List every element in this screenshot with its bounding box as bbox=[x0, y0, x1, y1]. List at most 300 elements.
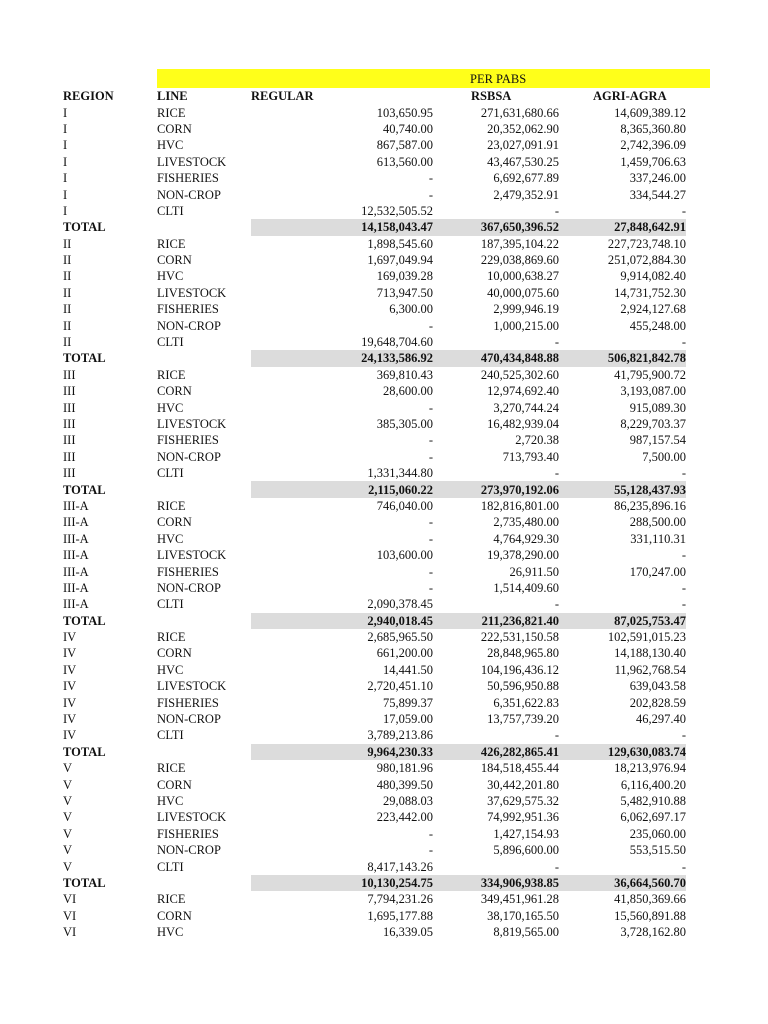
region-cell: III-A bbox=[63, 548, 89, 563]
line-cell: RICE bbox=[157, 367, 186, 382]
table-row bbox=[63, 531, 686, 547]
table-row bbox=[63, 596, 686, 612]
table-row bbox=[63, 317, 686, 333]
line-cell: HVC bbox=[157, 531, 184, 546]
line-cell bbox=[157, 350, 251, 366]
regular-value: 2,720,451.10 bbox=[367, 679, 433, 694]
region-cell: V bbox=[63, 810, 73, 825]
regular-value: 14,158,043.47 bbox=[251, 219, 433, 235]
table-row bbox=[63, 760, 686, 776]
table-row bbox=[63, 399, 686, 415]
table-row bbox=[63, 334, 686, 350]
line-cell: HVC bbox=[157, 269, 184, 284]
rsbsa-value: 187,395,104.22 bbox=[480, 236, 559, 251]
agri-agra-value: 251,072,884.30 bbox=[607, 253, 686, 268]
region-cell: I bbox=[63, 171, 68, 186]
line-cell: HVC bbox=[157, 925, 184, 940]
rsbsa-value: 10,000,638.27 bbox=[487, 269, 559, 284]
rsbsa-value: 8,819,565.00 bbox=[493, 925, 559, 940]
agri-agra-value: 3,728,162.80 bbox=[620, 925, 686, 940]
line-cell: FISHERIES bbox=[157, 302, 219, 317]
table-row bbox=[63, 498, 686, 514]
regular-value: - bbox=[428, 400, 433, 415]
table-row bbox=[63, 236, 686, 252]
regular-value: 7,794,231.26 bbox=[367, 892, 433, 907]
line-cell: FISHERIES bbox=[157, 826, 219, 841]
line-cell: CLTI bbox=[157, 466, 184, 481]
regular-value: 385,305.00 bbox=[376, 417, 433, 431]
regular-value: 24,133,586.92 bbox=[251, 350, 433, 366]
region-cell: IV bbox=[63, 662, 77, 677]
region-cell: III-A bbox=[63, 498, 89, 513]
regular-value: - bbox=[428, 318, 433, 333]
agri-agra-value: - bbox=[681, 580, 686, 595]
region-cell: V bbox=[63, 793, 73, 808]
agri-agra-value: 7,500.00 bbox=[642, 449, 686, 464]
region-cell: I bbox=[63, 105, 68, 120]
agri-agra-value: - bbox=[681, 335, 686, 350]
region-cell: V bbox=[63, 777, 73, 792]
agri-agra-value: 9,914,082.40 bbox=[620, 269, 686, 284]
line-cell: CLTI bbox=[157, 859, 184, 874]
line-cell: FISHERIES bbox=[157, 695, 219, 710]
table-row bbox=[63, 432, 686, 448]
line-cell: RICE bbox=[157, 630, 186, 645]
regular-value: 17,059.00 bbox=[383, 712, 433, 727]
agri-agra-value: 227,723,748.10 bbox=[607, 236, 686, 251]
table-row bbox=[63, 252, 686, 268]
regular-value: 10,130,254.75 bbox=[251, 875, 433, 891]
agri-agra-value: 337,246.00 bbox=[629, 171, 686, 186]
line-cell bbox=[157, 744, 251, 760]
rsbsa-value: 40,000,075.60 bbox=[487, 285, 559, 300]
table-row bbox=[63, 842, 686, 858]
table-row bbox=[63, 580, 686, 596]
region-cell: IV bbox=[63, 646, 77, 661]
agri-agra-value: 14,188,130.40 bbox=[614, 646, 686, 661]
agri-agra-value: 2,742,396.09 bbox=[620, 138, 686, 153]
regular-value: 40,740.00 bbox=[383, 121, 433, 136]
table-row bbox=[63, 154, 686, 170]
regular-value: - bbox=[428, 843, 433, 858]
rsbsa-value: 13,757,739.20 bbox=[487, 712, 559, 727]
rsbsa-value: 2,479,352.91 bbox=[493, 187, 559, 202]
per-pabs-header-band bbox=[157, 69, 710, 88]
header-row bbox=[63, 88, 686, 104]
regular-value: - bbox=[428, 826, 433, 841]
rsbsa-value: 240,525,302.60 bbox=[480, 367, 559, 382]
line-cell: CORN bbox=[157, 121, 192, 136]
table-row bbox=[63, 383, 686, 399]
table-body bbox=[63, 104, 686, 940]
regular-value: 12,532,505.52 bbox=[361, 203, 433, 218]
region-cell: TOTAL bbox=[63, 481, 157, 497]
rsbsa-value: - bbox=[554, 335, 559, 350]
line-cell: RICE bbox=[157, 236, 186, 251]
region-cell: V bbox=[63, 843, 73, 858]
agri-agra-value: 55,128,437.93 bbox=[559, 481, 686, 497]
agri-agra-value: 987,157.54 bbox=[629, 433, 686, 448]
region-cell: III bbox=[63, 417, 76, 431]
table-row bbox=[63, 449, 686, 465]
line-cell: RICE bbox=[157, 498, 186, 513]
rsbsa-value: 271,631,680.66 bbox=[480, 105, 559, 120]
rsbsa-value: 2,735,480.00 bbox=[493, 515, 559, 530]
regular-value: 103,650.95 bbox=[376, 105, 433, 120]
rsbsa-value: 470,434,848.88 bbox=[433, 350, 559, 366]
line-cell bbox=[157, 613, 251, 629]
regular-value: 2,090,378.45 bbox=[367, 597, 433, 612]
region-cell: III bbox=[63, 449, 76, 464]
agri-agra-value: 639,043.58 bbox=[629, 679, 686, 694]
line-cell: LIVESTOCK bbox=[157, 417, 227, 431]
rsbsa-value: 222,531,150.58 bbox=[480, 630, 559, 645]
table-row bbox=[63, 662, 686, 678]
line-cell: FISHERIES bbox=[157, 433, 219, 448]
agri-agra-value: - bbox=[681, 728, 686, 743]
rsbsa-value: 104,196,436.12 bbox=[480, 662, 559, 677]
line-cell: CLTI bbox=[157, 203, 184, 218]
region-cell: II bbox=[63, 269, 72, 284]
agri-agra-value: 553,515.50 bbox=[629, 843, 686, 858]
regular-value: - bbox=[428, 433, 433, 448]
region-cell: II bbox=[63, 285, 72, 300]
region-cell: I bbox=[63, 203, 68, 218]
rsbsa-value: 3,270,744.24 bbox=[493, 400, 559, 415]
table-row bbox=[63, 416, 686, 432]
agri-agra-value: 41,850,369.66 bbox=[614, 892, 686, 907]
agri-agra-value: - bbox=[681, 859, 686, 874]
regular-value: 1,331,344.80 bbox=[367, 466, 433, 481]
rsbsa-value: 38,170,165.50 bbox=[487, 908, 559, 923]
agri-agra-value: 202,828.59 bbox=[629, 695, 686, 710]
regular-value: 8,417,143.26 bbox=[367, 859, 433, 874]
agri-agra-value: 86,235,896.16 bbox=[614, 498, 686, 513]
line-cell: CLTI bbox=[157, 728, 184, 743]
rsbsa-value: 1,514,409.60 bbox=[493, 580, 559, 595]
regular-value: - bbox=[428, 580, 433, 595]
table-row bbox=[63, 137, 686, 153]
rsbsa-column-header: RSBSA bbox=[471, 89, 512, 104]
line-cell: CORN bbox=[157, 253, 192, 268]
regular-value: - bbox=[428, 449, 433, 464]
region-cell: IV bbox=[63, 679, 77, 694]
regular-value: 480,399.50 bbox=[376, 777, 433, 792]
agri-agra-value: 129,630,083.74 bbox=[559, 744, 686, 760]
agri-agra-value: 334,544.27 bbox=[629, 187, 686, 202]
regular-column-header: REGULAR bbox=[251, 89, 314, 104]
regular-value: 867,587.00 bbox=[376, 138, 433, 153]
line-column-header: LINE bbox=[157, 89, 188, 104]
region-cell: III bbox=[63, 400, 76, 415]
table-row bbox=[63, 727, 686, 743]
table-row bbox=[63, 678, 686, 694]
regular-value: 746,040.00 bbox=[376, 498, 433, 513]
agri-agra-value: 15,560,891.88 bbox=[614, 908, 686, 923]
rsbsa-value: 37,629,575.32 bbox=[487, 793, 559, 808]
table-row bbox=[63, 203, 686, 219]
rsbsa-value: 713,793.40 bbox=[502, 449, 559, 464]
region-cell: V bbox=[63, 826, 73, 841]
agri-agra-value: 915,089.30 bbox=[629, 400, 686, 415]
agri-agra-value: 46,297.40 bbox=[636, 712, 686, 727]
region-cell: II bbox=[63, 236, 72, 251]
line-cell: RICE bbox=[157, 761, 186, 776]
region-cell: I bbox=[63, 154, 68, 169]
total-row bbox=[63, 613, 686, 629]
region-cell: III bbox=[63, 367, 76, 382]
rsbsa-value: 6,351,622.83 bbox=[493, 695, 559, 710]
rsbsa-value: 6,692,677.89 bbox=[493, 171, 559, 186]
regular-value: 28,600.00 bbox=[383, 384, 433, 399]
region-cell: III bbox=[63, 466, 76, 481]
line-cell bbox=[157, 219, 251, 235]
agri-agra-value: - bbox=[681, 548, 686, 563]
region-cell: TOTAL bbox=[63, 744, 157, 760]
table-row bbox=[63, 367, 686, 383]
regular-value: 16,339.05 bbox=[383, 925, 433, 940]
agri-agra-value: - bbox=[681, 203, 686, 218]
per-pabs-label: PER PABS bbox=[470, 72, 527, 86]
regular-value: 713,947.50 bbox=[376, 285, 433, 300]
region-cell: IV bbox=[63, 630, 77, 645]
table-row bbox=[63, 629, 686, 645]
agri-agra-value: 27,848,642.91 bbox=[559, 219, 686, 235]
agri-agra-value: 8,229,703.37 bbox=[620, 417, 686, 431]
rsbsa-value: 16,482,939.04 bbox=[487, 417, 559, 431]
regular-value: 980,181.96 bbox=[376, 761, 433, 776]
table-row bbox=[63, 858, 686, 874]
line-cell: LIVESTOCK bbox=[157, 548, 227, 563]
regular-value: 1,695,177.88 bbox=[367, 908, 433, 923]
rsbsa-value: 30,442,201.80 bbox=[487, 777, 559, 792]
rsbsa-value: 349,451,961.28 bbox=[480, 892, 559, 907]
region-cell: II bbox=[63, 318, 72, 333]
line-cell: FISHERIES bbox=[157, 564, 219, 579]
table-row bbox=[63, 908, 686, 924]
region-cell: IV bbox=[63, 728, 77, 743]
line-cell: NON-CROP bbox=[157, 580, 221, 595]
rsbsa-value: 273,970,192.06 bbox=[433, 481, 559, 497]
table-row bbox=[63, 793, 686, 809]
regular-value: 369,810.43 bbox=[376, 367, 433, 382]
line-cell bbox=[157, 875, 251, 891]
line-cell: NON-CROP bbox=[157, 318, 221, 333]
agri-agra-value: 41,795,900.72 bbox=[614, 367, 686, 382]
region-cell: V bbox=[63, 859, 73, 874]
table-row bbox=[63, 514, 686, 530]
agri-agra-value: 288,500.00 bbox=[629, 515, 686, 530]
rsbsa-value: 23,027,091.91 bbox=[487, 138, 559, 153]
region-cell: VI bbox=[63, 908, 77, 923]
table-row bbox=[63, 645, 686, 661]
rsbsa-value: 367,650,396.52 bbox=[433, 219, 559, 235]
table-row bbox=[63, 826, 686, 842]
rsbsa-value: 43,467,530.25 bbox=[487, 154, 559, 169]
table-row bbox=[63, 563, 686, 579]
rsbsa-value: 19,378,290.00 bbox=[487, 548, 559, 563]
line-cell: CORN bbox=[157, 515, 192, 530]
agri-agra-value: 87,025,753.47 bbox=[559, 613, 686, 629]
regular-value: 1,898,545.60 bbox=[367, 236, 433, 251]
table-row bbox=[63, 170, 686, 186]
regular-value: - bbox=[428, 531, 433, 546]
regular-value: 613,560.00 bbox=[376, 154, 433, 169]
line-cell: HVC bbox=[157, 400, 184, 415]
region-cell: TOTAL bbox=[63, 875, 157, 891]
regular-value: 19,648,704.60 bbox=[361, 335, 433, 350]
region-cell: II bbox=[63, 302, 72, 317]
line-cell: NON-CROP bbox=[157, 449, 221, 464]
agri-agra-value: 18,213,976.94 bbox=[614, 761, 686, 776]
region-cell: III-A bbox=[63, 597, 89, 612]
regular-value: 3,789,213.86 bbox=[367, 728, 433, 743]
region-cell: III-A bbox=[63, 580, 89, 595]
rsbsa-value: 74,992,951.36 bbox=[487, 810, 559, 825]
agri-agra-value: 14,731,752.30 bbox=[614, 285, 686, 300]
region-cell: IV bbox=[63, 695, 77, 710]
agri-agra-value: 170,247.00 bbox=[629, 564, 686, 579]
line-cell: NON-CROP bbox=[157, 712, 221, 727]
line-cell: NON-CROP bbox=[157, 187, 221, 202]
agri-agra-value: 455,248.00 bbox=[629, 318, 686, 333]
table-row bbox=[63, 809, 686, 825]
rsbsa-value: 184,518,455.44 bbox=[480, 761, 559, 776]
pabs-table bbox=[63, 88, 686, 940]
line-cell: LIVESTOCK bbox=[157, 810, 227, 825]
regular-value: 1,697,049.94 bbox=[367, 253, 433, 268]
rsbsa-value: 20,352,062.90 bbox=[487, 121, 559, 136]
rsbsa-value: 211,236,821.40 bbox=[433, 613, 559, 629]
rsbsa-value: 4,764,929.30 bbox=[493, 531, 559, 546]
agri-agra-value: 506,821,842.78 bbox=[559, 350, 686, 366]
line-cell: FISHERIES bbox=[157, 171, 219, 186]
line-cell: CLTI bbox=[157, 597, 184, 612]
region-cell: V bbox=[63, 761, 73, 776]
line-cell: HVC bbox=[157, 138, 184, 153]
table-row bbox=[63, 121, 686, 137]
table-row bbox=[63, 891, 686, 907]
regular-value: 14,441.50 bbox=[383, 662, 433, 677]
line-cell bbox=[157, 481, 251, 497]
region-cell: VI bbox=[63, 892, 77, 907]
regular-value: - bbox=[428, 171, 433, 186]
line-cell: CLTI bbox=[157, 335, 184, 350]
rsbsa-value: - bbox=[554, 203, 559, 218]
agri-agra-value: 11,962,768.54 bbox=[614, 662, 686, 677]
table-row bbox=[63, 301, 686, 317]
table-row bbox=[63, 547, 686, 563]
table-row bbox=[63, 711, 686, 727]
agri-agra-value: 1,459,706.63 bbox=[620, 154, 686, 169]
rsbsa-value: 426,282,865.41 bbox=[433, 744, 559, 760]
rsbsa-value: 26,911.50 bbox=[509, 564, 559, 579]
regular-value: 103,600.00 bbox=[376, 548, 433, 563]
regular-value: 75,899.37 bbox=[383, 695, 433, 710]
regular-value: 661,200.00 bbox=[376, 646, 433, 661]
rsbsa-value: 1,427,154.93 bbox=[493, 826, 559, 841]
rsbsa-value: 2,999,946.19 bbox=[493, 302, 559, 317]
line-cell: LIVESTOCK bbox=[157, 285, 227, 300]
table-row bbox=[63, 268, 686, 284]
line-cell: LIVESTOCK bbox=[157, 679, 227, 694]
regular-value: 2,940,018.45 bbox=[251, 613, 433, 629]
line-cell: RICE bbox=[157, 105, 186, 120]
region-cell: III-A bbox=[63, 531, 89, 546]
region-cell: I bbox=[63, 121, 68, 136]
line-cell: CORN bbox=[157, 384, 192, 399]
line-cell: RICE bbox=[157, 892, 186, 907]
regular-value: - bbox=[428, 515, 433, 530]
region-cell: TOTAL bbox=[63, 219, 157, 235]
agri-agra-value: - bbox=[681, 597, 686, 612]
regular-value: - bbox=[428, 187, 433, 202]
line-cell: CORN bbox=[157, 777, 192, 792]
regular-value: - bbox=[428, 564, 433, 579]
regular-value: 2,115,060.22 bbox=[251, 481, 433, 497]
rsbsa-value: 229,038,869.60 bbox=[480, 253, 559, 268]
region-cell: III bbox=[63, 433, 76, 448]
line-cell: NON-CROP bbox=[157, 843, 221, 858]
rsbsa-value: 182,816,801.00 bbox=[480, 498, 559, 513]
agri-agra-value: 331,110.31 bbox=[630, 531, 686, 546]
agri-agra-value: 235,060.00 bbox=[629, 826, 686, 841]
line-cell: CORN bbox=[157, 908, 192, 923]
line-cell: HVC bbox=[157, 662, 184, 677]
agri-agra-value: 36,664,560.70 bbox=[559, 875, 686, 891]
region-cell: III-A bbox=[63, 515, 89, 530]
table-row bbox=[63, 694, 686, 710]
table-row bbox=[63, 776, 686, 792]
region-cell: VI bbox=[63, 925, 77, 940]
agri-agra-value: 3,193,087.00 bbox=[620, 384, 686, 399]
table-row bbox=[63, 285, 686, 301]
rsbsa-value: 1,000,215.00 bbox=[493, 318, 559, 333]
region-cell: III-A bbox=[63, 564, 89, 579]
line-cell: LIVESTOCK bbox=[157, 154, 227, 169]
rsbsa-value: 2,720.38 bbox=[515, 433, 559, 448]
line-cell: CORN bbox=[157, 646, 192, 661]
region-column-header: REGION bbox=[63, 89, 114, 104]
agri-agra-value: 8,365,360.80 bbox=[620, 121, 686, 136]
agri-agra-column-header: AGRI-AGRA bbox=[593, 89, 667, 104]
rsbsa-value: - bbox=[554, 728, 559, 743]
total-row bbox=[63, 350, 686, 366]
rsbsa-value: 12,974,692.40 bbox=[487, 384, 559, 399]
region-cell: IV bbox=[63, 712, 77, 727]
agri-agra-value: - bbox=[681, 466, 686, 481]
agri-agra-value: 14,609,389.12 bbox=[614, 105, 686, 120]
agri-agra-value: 6,062,697.17 bbox=[620, 810, 686, 825]
regular-value: 223,442.00 bbox=[376, 810, 433, 825]
regular-value: 169,039.28 bbox=[376, 269, 433, 284]
regular-value: 9,964,230.33 bbox=[251, 744, 433, 760]
table-row bbox=[63, 104, 686, 120]
regular-value: 2,685,965.50 bbox=[367, 630, 433, 645]
line-cell: HVC bbox=[157, 793, 184, 808]
total-row bbox=[63, 481, 686, 497]
region-cell: II bbox=[63, 335, 72, 350]
rsbsa-value: 5,896,600.00 bbox=[493, 843, 559, 858]
rsbsa-value: 334,906,938.85 bbox=[433, 875, 559, 891]
rsbsa-value: 50,596,950.88 bbox=[487, 679, 559, 694]
table-row bbox=[63, 186, 686, 202]
rsbsa-value: - bbox=[554, 597, 559, 612]
agri-agra-value: 5,482,910.88 bbox=[620, 793, 686, 808]
agri-agra-value: 6,116,400.20 bbox=[620, 777, 686, 792]
region-cell: TOTAL bbox=[63, 350, 157, 366]
table-row bbox=[63, 924, 686, 940]
